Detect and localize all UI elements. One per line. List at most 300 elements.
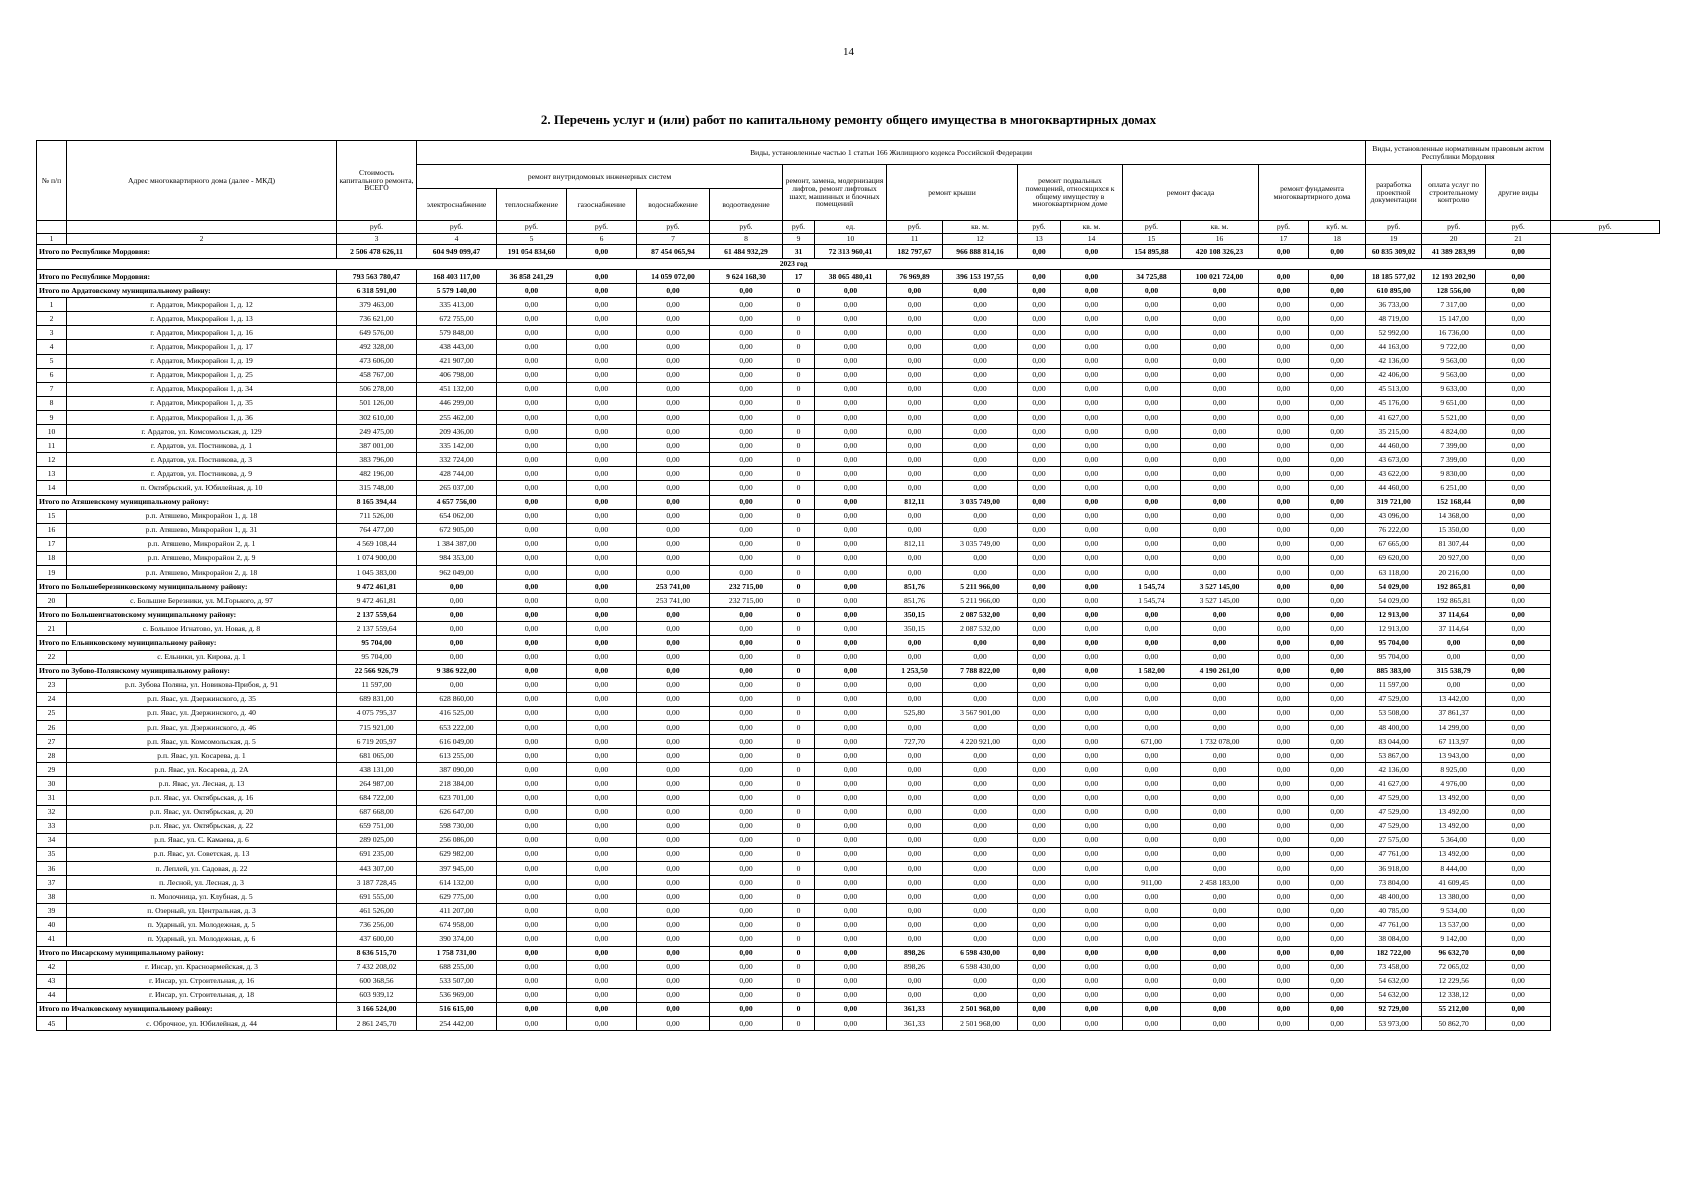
cell-value: 0,00 — [1061, 861, 1123, 875]
house-address: г. Ардатов, ул. Постникова, д. 1 — [67, 439, 337, 453]
cell-value: 0,00 — [1259, 974, 1309, 988]
cell-value: 0,00 — [497, 537, 567, 551]
total-value: 0,00 — [1486, 946, 1551, 960]
cell-value: 52 992,00 — [1366, 326, 1422, 340]
cell-value: 0,00 — [1018, 523, 1061, 537]
district-total-row — [37, 270, 1660, 284]
cell-value: 0,00 — [710, 425, 783, 439]
cell-value: 0,00 — [943, 777, 1018, 791]
cell-value: 0,00 — [1259, 988, 1309, 1002]
total-value: 253 741,00 — [637, 580, 710, 594]
cell-value: 0,00 — [815, 622, 887, 636]
cell-value: 0,00 — [1309, 833, 1366, 847]
district-total-row — [37, 284, 1660, 298]
cell-value: 0,00 — [1486, 763, 1551, 777]
grand-total-label: Итого по Республике Мордовия: — [37, 245, 337, 259]
cell-value: 0 — [783, 382, 815, 396]
cell-value: 812,11 — [887, 537, 943, 551]
cell-value: 0,00 — [1181, 481, 1259, 495]
total-value: 0,00 — [567, 636, 637, 650]
cell-value: 0,00 — [943, 692, 1018, 706]
cell-value: 0,00 — [887, 481, 943, 495]
header-federal-group: Виды, установленные частью 1 статьи 166 Жилищного кодекса Российской Федерации — [417, 141, 1366, 165]
row-number: 44 — [37, 988, 67, 1002]
cell-value: 0,00 — [1181, 509, 1259, 523]
cell-value: 0,00 — [943, 410, 1018, 424]
cell-value: 37 861,37 — [1422, 706, 1486, 720]
cell-value: 438 443,00 — [417, 340, 497, 354]
cell-value: 0,00 — [815, 721, 887, 735]
cell-value: 0,00 — [497, 298, 567, 312]
cell-value: 0,00 — [1486, 312, 1551, 326]
cell-value: 0,00 — [887, 382, 943, 396]
total-value: 0,00 — [1309, 664, 1366, 678]
cell-value: 0,00 — [1181, 382, 1259, 396]
unit-label: кв. м. — [1181, 221, 1259, 234]
cell-value: 0,00 — [637, 706, 710, 720]
cell-value: 0,00 — [1018, 537, 1061, 551]
cell-value: 0,00 — [710, 890, 783, 904]
cell-value: 0,00 — [1018, 326, 1061, 340]
cell-value: 0,00 — [417, 622, 497, 636]
cell-value: 0,00 — [887, 890, 943, 904]
header-gas: газоснабжение — [567, 189, 637, 221]
cell-value: 0 — [783, 481, 815, 495]
cell-value: 0,00 — [1259, 904, 1309, 918]
cell-value: 687 668,00 — [337, 805, 417, 819]
cell-value: 37 114,64 — [1422, 622, 1486, 636]
cell-value: 711 526,00 — [337, 509, 417, 523]
cell-value: 0,00 — [1061, 425, 1123, 439]
cell-value: 416 525,00 — [417, 706, 497, 720]
unit-label: куб. м. — [1309, 221, 1366, 234]
total-value: 0,00 — [1061, 664, 1123, 678]
cell-value: 0,00 — [497, 833, 567, 847]
header-regional-group: Виды, установленные нормативным правовым актом Республики Мордовия — [1366, 141, 1551, 165]
cell-value: 506 278,00 — [337, 382, 417, 396]
cell-value: 47 529,00 — [1366, 791, 1422, 805]
row-number: 26 — [37, 721, 67, 735]
cell-value: 0,00 — [1181, 960, 1259, 974]
cell-value: 674 958,00 — [417, 918, 497, 932]
cell-value: 255 462,00 — [417, 410, 497, 424]
total-value: 54 029,00 — [1366, 580, 1422, 594]
cell-value: 0,00 — [710, 805, 783, 819]
cell-value: 0,00 — [815, 382, 887, 396]
cell-value: 0,00 — [1309, 368, 1366, 382]
cell-value: 0,00 — [497, 354, 567, 368]
cell-value: 9 472 461,81 — [337, 594, 417, 608]
cell-value: 0,00 — [710, 565, 783, 579]
column-number: 20 — [1422, 234, 1486, 245]
total-value: 36 858 241,29 — [497, 270, 567, 284]
cell-value: 0,00 — [1259, 340, 1309, 354]
cell-value: 0,00 — [710, 763, 783, 777]
house-address: г. Ардатов, Микрорайон 1, д. 34 — [67, 382, 337, 396]
cell-value: 0,00 — [497, 650, 567, 664]
cell-value: 0,00 — [815, 439, 887, 453]
cell-value: 41 627,00 — [1366, 410, 1422, 424]
cell-value: 0,00 — [637, 974, 710, 988]
cell-value: 44 460,00 — [1366, 481, 1422, 495]
unit-label: кв. м. — [943, 221, 1018, 234]
cell-value: 0,00 — [815, 805, 887, 819]
cell-value: 13 943,00 — [1422, 749, 1486, 763]
cell-value: 0 — [783, 312, 815, 326]
cell-value: 0,00 — [637, 509, 710, 523]
cell-value: 0 — [783, 805, 815, 819]
cell-value: 0,00 — [943, 312, 1018, 326]
house-address: р.п. Атяшево, Микрорайон 2, д. 1 — [67, 537, 337, 551]
cell-value: 0,00 — [1123, 791, 1181, 805]
cell-value: 0,00 — [637, 551, 710, 565]
cell-value: 0,00 — [1181, 678, 1259, 692]
cell-value: 0 — [783, 326, 815, 340]
column-number: 12 — [943, 234, 1018, 245]
cell-value: 0,00 — [1181, 410, 1259, 424]
cell-value: 0,00 — [887, 523, 943, 537]
cell-value: 0,00 — [1018, 509, 1061, 523]
cell-value: 0,00 — [710, 326, 783, 340]
cell-value: 0 — [783, 847, 815, 861]
cell-value: 0,00 — [815, 298, 887, 312]
total-value: 0,00 — [943, 284, 1018, 298]
cell-value: 0,00 — [1018, 861, 1061, 875]
cell-value: 0,00 — [1018, 650, 1061, 664]
total-value: 31 — [783, 245, 815, 259]
cell-value: 0,00 — [815, 340, 887, 354]
cell-value: 0,00 — [710, 537, 783, 551]
row-number: 42 — [37, 960, 67, 974]
cell-value: 0 — [783, 425, 815, 439]
cell-value: 0,00 — [1181, 706, 1259, 720]
cell-value: 0,00 — [1018, 396, 1061, 410]
table-row — [37, 706, 1660, 720]
cell-value: 0,00 — [637, 918, 710, 932]
cell-value: 600 368,56 — [337, 974, 417, 988]
cell-value: 9 563,00 — [1422, 368, 1486, 382]
district-total-label: Итого по Республике Мордовия: — [37, 270, 337, 284]
cell-value: 962 049,00 — [417, 565, 497, 579]
total-value: 0,00 — [1181, 495, 1259, 509]
cell-value: 0,00 — [1061, 819, 1123, 833]
cell-value: 0,00 — [1061, 594, 1123, 608]
cell-value: 0,00 — [1259, 650, 1309, 664]
cell-value: 0,00 — [497, 890, 567, 904]
cell-value: 0,00 — [1123, 904, 1181, 918]
cell-value: 0,00 — [417, 678, 497, 692]
row-number: 33 — [37, 819, 67, 833]
cell-value: 0,00 — [497, 763, 567, 777]
cell-value: 0,00 — [1486, 678, 1551, 692]
column-number: 5 — [497, 234, 567, 245]
row-number: 5 — [37, 354, 67, 368]
cell-value: 626 647,00 — [417, 805, 497, 819]
cell-value: 0,00 — [1061, 847, 1123, 861]
cell-value: 0,00 — [1123, 890, 1181, 904]
total-value: 0,00 — [497, 1002, 567, 1016]
cell-value: 8 444,00 — [1422, 861, 1486, 875]
header-sewer: водоотведение — [710, 189, 783, 221]
cell-value: 0,00 — [1309, 805, 1366, 819]
cell-value: 628 860,00 — [417, 692, 497, 706]
cell-value: 0,00 — [887, 551, 943, 565]
total-value: 0 — [783, 664, 815, 678]
cell-value: 0,00 — [1018, 932, 1061, 946]
cell-value: 76 222,00 — [1366, 523, 1422, 537]
cell-value: 0,00 — [637, 453, 710, 467]
district-total-label: Итого по Большеигнатовскому муниципальному району: — [37, 608, 337, 622]
cell-value: 0,00 — [710, 721, 783, 735]
cell-value: 0,00 — [1486, 890, 1551, 904]
total-value: 96 632,70 — [1422, 946, 1486, 960]
column-number: 19 — [1366, 234, 1422, 245]
cell-value: 0,00 — [1259, 960, 1309, 974]
column-number: 6 — [567, 234, 637, 245]
cell-value: 1 732 078,00 — [1181, 735, 1259, 749]
cell-value: 0,00 — [1259, 749, 1309, 763]
district-total-label: Итого по Атяшевскому муниципальному району: — [37, 495, 337, 509]
district-total-label: Итого по Большеберезниковскому муниципальному району: — [37, 580, 337, 594]
table-row — [37, 721, 1660, 735]
cell-value: 0,00 — [1259, 396, 1309, 410]
cell-value: 0,00 — [637, 988, 710, 1002]
cell-value: 0,00 — [1181, 354, 1259, 368]
unit-label: руб. — [1259, 221, 1309, 234]
table-row — [37, 749, 1660, 763]
cell-value: 0,00 — [815, 650, 887, 664]
total-value: 851,76 — [887, 580, 943, 594]
row-number: 25 — [37, 706, 67, 720]
cell-value: 0,00 — [1486, 805, 1551, 819]
cell-value: 0,00 — [710, 298, 783, 312]
cell-value: 0,00 — [1061, 368, 1123, 382]
total-value: 0,00 — [1018, 946, 1061, 960]
total-value: 0,00 — [1259, 270, 1309, 284]
cell-value: 0,00 — [1018, 876, 1061, 890]
cell-value: 0,00 — [1123, 749, 1181, 763]
cell-value: 0 — [783, 678, 815, 692]
cell-value: 659 751,00 — [337, 819, 417, 833]
row-number: 3 — [37, 326, 67, 340]
cell-value: 0,00 — [1259, 312, 1309, 326]
cell-value: 335 413,00 — [417, 298, 497, 312]
cell-value: 0,00 — [1181, 918, 1259, 932]
cell-value: 0,00 — [815, 453, 887, 467]
column-number: 10 — [815, 234, 887, 245]
cell-value: 0,00 — [497, 777, 567, 791]
total-value: 610 895,00 — [1366, 284, 1422, 298]
column-number: 11 — [887, 234, 943, 245]
cell-value: 461 526,00 — [337, 904, 417, 918]
cell-value: 0,00 — [637, 340, 710, 354]
cell-value: 3 035 749,00 — [943, 537, 1018, 551]
row-number: 9 — [37, 410, 67, 424]
cell-value: 0 — [783, 918, 815, 932]
total-value: 8 636 515,70 — [337, 946, 417, 960]
header-water: водоснабжение — [637, 189, 710, 221]
cell-value: 0,00 — [1181, 819, 1259, 833]
cell-value: 256 086,00 — [417, 833, 497, 847]
cell-value: 672 905,00 — [417, 523, 497, 537]
cell-value: 0,00 — [1309, 467, 1366, 481]
total-value: 0,00 — [637, 608, 710, 622]
cell-value: 0,00 — [1018, 833, 1061, 847]
cell-value: 289 025,00 — [337, 833, 417, 847]
cell-value: 0,00 — [1061, 410, 1123, 424]
cell-value: 0,00 — [1018, 382, 1061, 396]
cell-value: 443 307,00 — [337, 861, 417, 875]
cell-value: 0,00 — [497, 594, 567, 608]
total-value: 17 — [783, 270, 815, 284]
cell-value: 0,00 — [1486, 974, 1551, 988]
cell-value: 0,00 — [1018, 721, 1061, 735]
cell-value: 0,00 — [1123, 974, 1181, 988]
cell-value: 0,00 — [497, 1016, 567, 1030]
total-value: 0,00 — [1309, 580, 1366, 594]
cell-value: 0,00 — [887, 932, 943, 946]
cell-value: 736 621,00 — [337, 312, 417, 326]
table-row — [37, 974, 1660, 988]
cell-value: 0,00 — [1259, 425, 1309, 439]
cell-value: 0,00 — [1018, 594, 1061, 608]
total-value: 0,00 — [710, 664, 783, 678]
table-row — [37, 481, 1660, 495]
cell-value: 0,00 — [815, 918, 887, 932]
cell-value: 0,00 — [815, 326, 887, 340]
house-address: г. Ардатов, Микрорайон 1, д. 36 — [67, 410, 337, 424]
cell-value: 9 142,00 — [1422, 932, 1486, 946]
cell-value: 48 400,00 — [1366, 721, 1422, 735]
total-value: 0,00 — [1061, 284, 1123, 298]
total-value: 0,00 — [637, 284, 710, 298]
total-value: 0,00 — [1486, 636, 1551, 650]
cell-value: 0,00 — [1486, 453, 1551, 467]
district-total-row — [37, 636, 1660, 650]
house-address: п. Октябрьский, ул. Юбилейная, д. 10 — [67, 481, 337, 495]
cell-value: 0,00 — [1123, 425, 1181, 439]
unit-label: руб. — [497, 221, 567, 234]
cell-value: 9 830,00 — [1422, 467, 1486, 481]
cell-value: 397 945,00 — [417, 861, 497, 875]
cell-value: 0,00 — [567, 763, 637, 777]
cell-value: 0,00 — [887, 988, 943, 1002]
cell-value: 0,00 — [1259, 721, 1309, 735]
cell-value: 73 458,00 — [1366, 960, 1422, 974]
total-value: 0,00 — [815, 636, 887, 650]
cell-value: 0,00 — [887, 847, 943, 861]
cell-value: 0,00 — [1018, 890, 1061, 904]
row-number: 17 — [37, 537, 67, 551]
cell-value: 0,00 — [567, 749, 637, 763]
total-value: 55 212,00 — [1422, 1002, 1486, 1016]
cell-value: 406 798,00 — [417, 368, 497, 382]
cell-value: 36 733,00 — [1366, 298, 1422, 312]
total-value: 0,00 — [815, 580, 887, 594]
cell-value: 0,00 — [1259, 523, 1309, 537]
table-row — [37, 918, 1660, 932]
total-value: 0,00 — [1061, 636, 1123, 650]
total-value: 60 835 309,02 — [1366, 245, 1422, 259]
cell-value: 232 715,00 — [710, 594, 783, 608]
cell-value: 43 622,00 — [1366, 467, 1422, 481]
cell-value: 0,00 — [710, 650, 783, 664]
cell-value: 911,00 — [1123, 876, 1181, 890]
cell-value: 598 730,00 — [417, 819, 497, 833]
cell-value: 390 374,00 — [417, 932, 497, 946]
table-row — [37, 777, 1660, 791]
cell-value: 0 — [783, 368, 815, 382]
cell-value: 0,00 — [710, 706, 783, 720]
cell-value: 0 — [783, 876, 815, 890]
cell-value: 501 126,00 — [337, 396, 417, 410]
header-internal-systems: ремонт внутридомовых инженерных систем — [417, 165, 783, 189]
cell-value: 0,00 — [1486, 340, 1551, 354]
cell-value: 0,00 — [1018, 368, 1061, 382]
cell-value: 629 775,00 — [417, 890, 497, 904]
cell-value: 0,00 — [710, 1016, 783, 1030]
cell-value: 0 — [783, 735, 815, 749]
cell-value: 0,00 — [943, 523, 1018, 537]
cell-value: 0,00 — [637, 932, 710, 946]
cell-value: 42 136,00 — [1366, 763, 1422, 777]
cell-value: 0,00 — [1181, 692, 1259, 706]
column-number: 17 — [1259, 234, 1309, 245]
cell-value: 0,00 — [1181, 1016, 1259, 1030]
row-number: 8 — [37, 396, 67, 410]
cell-value: 0,00 — [1309, 876, 1366, 890]
cell-value: 0,00 — [1309, 791, 1366, 805]
cell-value: 0,00 — [567, 537, 637, 551]
cell-value: 7 399,00 — [1422, 439, 1486, 453]
table-row — [37, 819, 1660, 833]
cell-value: 69 620,00 — [1366, 551, 1422, 565]
cell-value: 0,00 — [1061, 396, 1123, 410]
cell-value: 0,00 — [943, 565, 1018, 579]
cell-value: 0,00 — [1181, 749, 1259, 763]
district-total-label: Итого по Ардатовскому муниципальному району: — [37, 284, 337, 298]
total-value: 0 — [783, 1002, 815, 1016]
cell-value: 0,00 — [1309, 410, 1366, 424]
cell-value: 0,00 — [887, 819, 943, 833]
total-value: 0,00 — [710, 1002, 783, 1016]
table-row — [37, 1016, 1660, 1030]
cell-value: 0,00 — [567, 805, 637, 819]
cell-value: 0,00 — [497, 396, 567, 410]
district-total-row — [37, 580, 1660, 594]
total-value: 0,00 — [567, 664, 637, 678]
cell-value: 0,00 — [1123, 960, 1181, 974]
cell-value: 47 529,00 — [1366, 819, 1422, 833]
cell-value: 0 — [783, 777, 815, 791]
cell-value: 0,00 — [1309, 326, 1366, 340]
cell-value: 0,00 — [1181, 650, 1259, 664]
cell-value: 0,00 — [497, 805, 567, 819]
cell-value: 50 862,70 — [1422, 1016, 1486, 1030]
house-address: п. Ударный, ул. Молодежная, д. 5 — [67, 918, 337, 932]
cell-value: 0,00 — [1309, 481, 1366, 495]
unit-label: руб. — [567, 221, 637, 234]
cell-value: 0,00 — [1486, 425, 1551, 439]
cell-value: 0,00 — [887, 650, 943, 664]
cell-value: 0,00 — [497, 410, 567, 424]
cell-value: 0,00 — [1422, 650, 1486, 664]
cell-value: 12 229,56 — [1422, 974, 1486, 988]
cell-value: 43 673,00 — [1366, 453, 1422, 467]
cell-value: 0,00 — [1309, 312, 1366, 326]
cell-value: 0,00 — [943, 833, 1018, 847]
cell-value: 0,00 — [815, 974, 887, 988]
